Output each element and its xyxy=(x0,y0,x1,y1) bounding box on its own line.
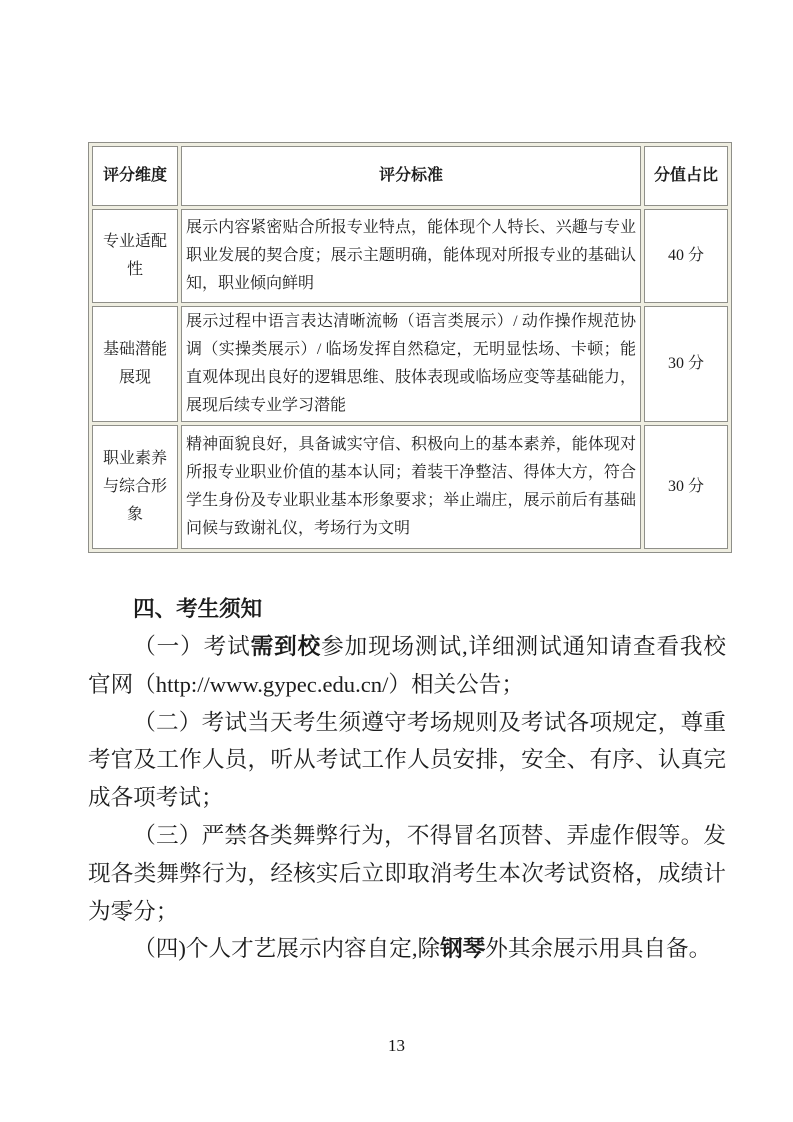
criteria-cell: 精神面貌良好，具备诚实守信、积极向上的基本素养，能体现对所报专业职业价值的基本认同；着装干净整洁、得体大方，符合学生身份及专业职业基本形象要求；举止端庄，展示前后有基础问候与致谢礼仪，考场行为文明 xyxy=(181,425,641,549)
notice-paragraph-2 xyxy=(88,704,726,817)
criteria-cell: 展示内容紧密贴合所报专业特点，能体现个人特长、兴趣与专业职业发展的契合度；展示主题明确，能体现对所报专业的基础认知，职业倾向鲜明 xyxy=(181,209,641,303)
paragraph-text: 外其余展示用具自备。 xyxy=(485,936,712,962)
dimension-cell: 基础潜能展现 xyxy=(92,306,178,422)
table-row xyxy=(92,306,728,422)
header-score-ratio: 分值占比 xyxy=(644,146,728,206)
paragraph-text: 参加现场测试,详细测试通知请查看我校官网（http://www.gypec.edu.cn/）相关公告； xyxy=(88,634,727,697)
notice-paragraph-1 xyxy=(88,628,726,704)
notice-paragraph-4 xyxy=(88,930,726,968)
dimension-cell: 专业适配性 xyxy=(92,209,178,303)
paragraph-bold-text: 需到校 xyxy=(250,634,322,659)
page-number: 13 xyxy=(388,1036,405,1055)
table-row xyxy=(92,425,728,549)
score-cell: 30 分 xyxy=(644,425,728,549)
score-cell: 40 分 xyxy=(644,209,728,303)
table-header-row xyxy=(92,146,728,206)
candidate-notice-section xyxy=(88,590,726,968)
notice-paragraph-3 xyxy=(88,817,726,930)
paragraph-text: （一）考试 xyxy=(133,634,251,659)
header-criteria: 评分标准 xyxy=(181,146,641,206)
scoring-criteria-table xyxy=(88,142,732,553)
paragraph-text: （二）考试当天考生须遵守考场规则及考试各项规定，尊重考官及工作人员，听从考试工作人员安排，安全、有序、认真完成各项考试； xyxy=(88,709,726,811)
dimension-cell: 职业素养与综合形象 xyxy=(92,425,178,549)
table-row xyxy=(92,209,728,303)
score-cell: 30 分 xyxy=(644,306,728,422)
paragraph-bold-text: 钢琴 xyxy=(440,936,486,962)
section-heading: 四、考生须知 xyxy=(133,597,263,621)
header-dimension: 评分维度 xyxy=(92,146,178,206)
criteria-cell: 展示过程中语言表达清晰流畅（语言类展示）/ 动作操作规范协调（实操类展示）/ 临场发挥自然稳定，无明显怯场、卡顿；能直观体现出良好的逻辑思维、肢体表现或临场应变等基础能力，展现后续专业学习潜能 xyxy=(181,306,641,422)
paragraph-text: （四)个人才艺展示内容自定,除 xyxy=(133,936,441,962)
paragraph-text: （三）严禁各类舞弊行为，不得冒名顶替、弄虚作假等。发现各类舞弊行为，经核实后立即取消考生本次考试资格，成绩计为零分； xyxy=(88,822,726,924)
